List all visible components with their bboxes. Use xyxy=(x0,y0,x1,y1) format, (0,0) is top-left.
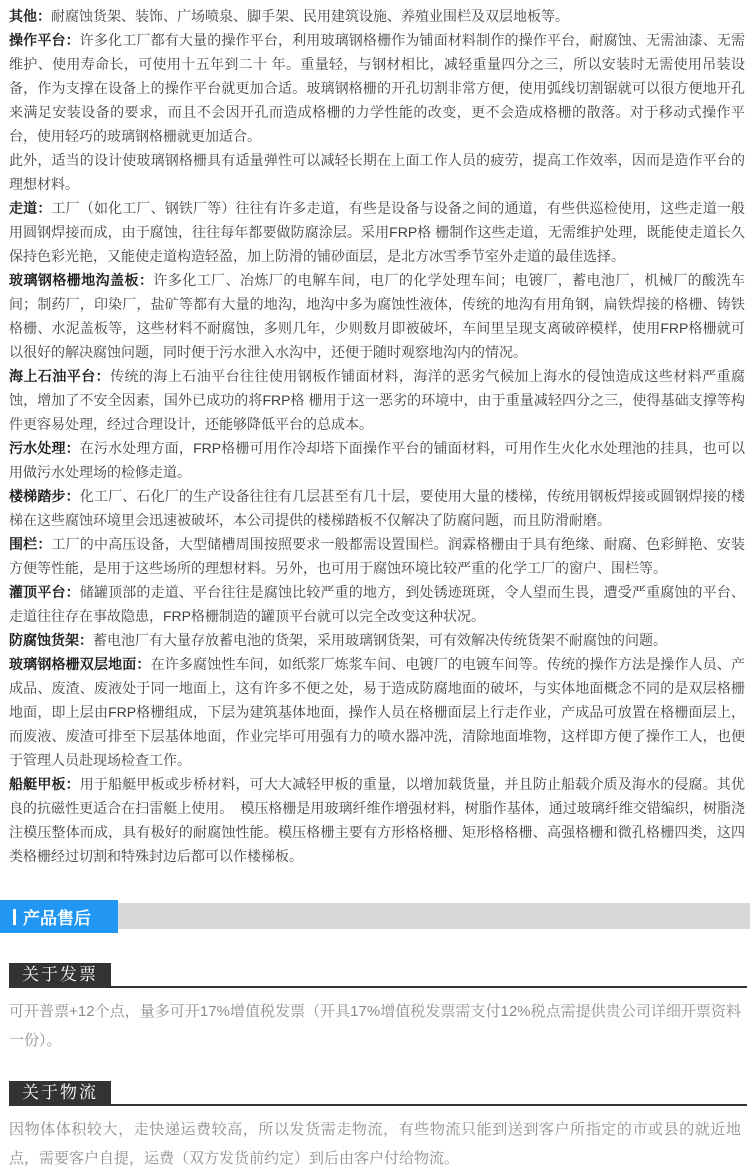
paragraph-text: 化工厂、石化厂的生产设备往往有几层甚至有几十层，要使用大量的楼梯，传统用钢板焊接或圆钢焊接的楼梯在这些腐蚀环境里会迅速被破坏，本公司提供的楼梯踏板不仅解决了防腐问题，而且防滑耐磨。 xyxy=(9,488,746,528)
paragraph-text: 用于船艇甲板或步桥材料，可大大减轻甲板的重量，以增加载货量，并且防止船载介质及海水的侵腐。其优良的抗磁性更适合在扫雷艇上使用。 模压格栅是用玻璃纤维作增强材料，树脂作基体，通过玻璃纤维交错编织，树脂浇注模压整体而成，具有极好的耐腐蚀性能。模压格栅主要有方形格格栅、矩形格格栅、高强格栅和微孔格栅四类，这四类格栅经过切割和特殊封边后都可以作楼梯板。 xyxy=(9,776,746,864)
article-paragraph xyxy=(9,652,745,772)
article-paragraph xyxy=(9,268,745,364)
paragraph-label: 污水处理： xyxy=(9,440,80,456)
article-paragraph xyxy=(9,4,745,28)
paragraph-label: 玻璃钢格栅地沟盖板： xyxy=(9,272,154,288)
paragraph-label: 楼梯踏步： xyxy=(9,488,80,504)
paragraph-label: 围栏： xyxy=(9,536,52,552)
paragraph-text: 在污水处理方面，FRP格栅可用作冷却塔下面操作平台的铺面材料，可用作生火化水处理池的挂具，也可以用做污水处理场的检修走道。 xyxy=(9,440,746,480)
paragraph-text: 储罐顶部的走道、平台往往是腐蚀比较严重的地方，到处锈迹斑斑，令人望而生畏，遭受严重腐蚀的平台、走道往往存在事故隐患，FRP格栅制造的罐顶平台就可以完全改变这种状况。 xyxy=(9,584,746,624)
banner-accent-bar xyxy=(13,909,16,925)
section-header-invoice xyxy=(9,963,747,988)
paragraph-text: 耐腐蚀货架、装饰、广场喷泉、脚手架、民用建筑设施、养殖业围栏及双层地板等。 xyxy=(51,8,569,24)
paragraph-label: 船艇甲板： xyxy=(9,776,80,792)
paragraph-text: 此外，适当的设计使玻璃钢格栅具有适量弹性可以减轻长期在上面工作人员的疲劳，提高工作效率，因而是造作平台的理想材料。 xyxy=(9,152,745,192)
paragraph-text: 许多化工厂、冶炼厂的电解车间，电厂的化学处理车间；电镀厂，蓄电池厂，机械厂的酸洗车间；制药厂，印染厂，盐矿等都有大量的地沟，地沟中多为腐蚀性液体，传统的地沟有用角钢，扁铁焊接的格栅、铸铁格栅、水泥盖板等，这些材料不耐腐蚀，多则几年，少则数月即被破坏，车间里呈现支离破碎模样，使用FRP格栅就可以很好的解决腐蚀问题，同时便于污水泄入水沟中，还便于随时观察地沟内的情况。 xyxy=(9,272,746,360)
after-sales-banner xyxy=(0,900,750,933)
invoice-body-text: 可开普票+12个点，量多可开17%增值税发票（开具17%增值税发票需支付12%税点需提供贵公司详细开票资料一份）。 xyxy=(9,1003,741,1049)
paragraph-text: 蓄电池厂有大量存放蓄电池的货架，采用玻璃钢货架，可有效解决传统货架不耐腐蚀的问题。 xyxy=(93,632,667,648)
paragraph-label: 走道： xyxy=(9,200,52,216)
paragraph-label: 玻璃钢格栅双层地面： xyxy=(9,656,151,672)
article-paragraph xyxy=(9,772,745,868)
paragraph-label: 海上石油平台： xyxy=(9,368,111,384)
article-paragraph xyxy=(9,196,745,268)
paragraph-text: 工厂（如化工厂、钢铁厂等）往往有许多走道，有些是设备与设备之间的通道，有些供巡检使用，这些走道一般用圆钢焊接而成，由于腐蚀，往往每年都要做防腐涂层。采用FRP格 栅制作这些走道，无需维护处理，既能使走道长久保持色彩光艳，又能使走道构造轻盈，加上防滑的铺砂面层，是北方冰雪季节室外走道的最佳选择。 xyxy=(9,200,746,264)
article-paragraph xyxy=(9,148,745,196)
paragraph-label: 其他： xyxy=(9,8,51,24)
section-title-logistics: 关于物流 xyxy=(9,1081,111,1104)
banner-title: 产品售后 xyxy=(23,909,91,928)
article-paragraph xyxy=(9,484,745,532)
article-paragraph xyxy=(9,628,745,652)
banner-blue-box xyxy=(0,900,118,933)
paragraph-text: 传统的海上石油平台往往使用钢板作铺面材料，海洋的恶劣气候加上海水的侵蚀造成这些材料严重腐蚀，增加了不安全因素，国外已成功的将FRP格 栅用于这一恶劣的环境中，由于重量减轻四分之三，使得基础支撑等构件更容易处理，经过合理设计，还能够降低平台的总成本。 xyxy=(9,368,746,432)
paragraph-label: 灌顶平台： xyxy=(9,584,80,600)
article-paragraph xyxy=(9,28,745,148)
section-header-logistics xyxy=(9,1081,747,1106)
paragraph-label: 操作平台： xyxy=(9,32,80,48)
paragraph-text: 许多化工厂都有大量的操作平台，利用玻璃钢格栅作为铺面材料制作的操作平台，耐腐蚀、无需油漆、无需维护、使用寿命长，可使用十五年到二十 年。重量轻，与钢材相比，减轻重量四分之三，所以安装时无需使用吊装设备，作为支撑在设备上的操作平台就更加合适。玻璃钢格栅的开孔切割非常方便，使用弧线切割锯就可以很方便地开孔来满足安装设备的要求，而且不会因开孔而造成格栅的力学性能的改变，更不会造成格栅的散落。对于移动式操作平台，使用轻巧的玻璃钢格栅就更加适合。 xyxy=(9,32,746,144)
logistics-body-text: 因物体体积较大，走快递运费较高，所以发货需走物流，有些物流只能到送到客户所指定的市或县的就近地点，需要客户自提，运费（双方发货前约定）到后由客户付给物流。 xyxy=(9,1121,741,1167)
article-paragraph xyxy=(9,532,745,580)
article-paragraph xyxy=(9,436,745,484)
paragraph-text: 在许多腐蚀性车间，如纸浆厂炼浆车间、电镀厂的电镀车间等。传统的操作方法是操作人员、产成品、废渣、废液处于同一地面上，这有许多不便之处，易于造成防腐地面的破坏，与实体地面概念不同的是双层格栅地面，即上层由FRP格栅组成，下层为建筑基体地面，操作人员在格栅面层上行走作业，产成品可放置在格栅面层上，而废液、废渣可排至下层基体地面，作业完毕可用强有力的喷水器冲洗，清除地面堆物，这样即方便了操作工人，也便于管理人员赴现场检查工作。 xyxy=(9,656,746,768)
paragraph-label: 防腐蚀货架： xyxy=(9,632,93,648)
article-paragraph xyxy=(9,580,745,628)
article-paragraph xyxy=(9,364,745,436)
paragraph-text: 工厂的中高压设备，大型储槽周围按照要求一般都需设置围栏。润霖格栅由于具有绝缘、耐腐、色彩鲜艳、安装方便等性能，是用于这些场所的理想材料。另外，也可用于腐蚀环境比较严重的化学工厂的窗户、围栏等。 xyxy=(9,536,746,576)
section-title-invoice: 关于发票 xyxy=(9,963,111,986)
